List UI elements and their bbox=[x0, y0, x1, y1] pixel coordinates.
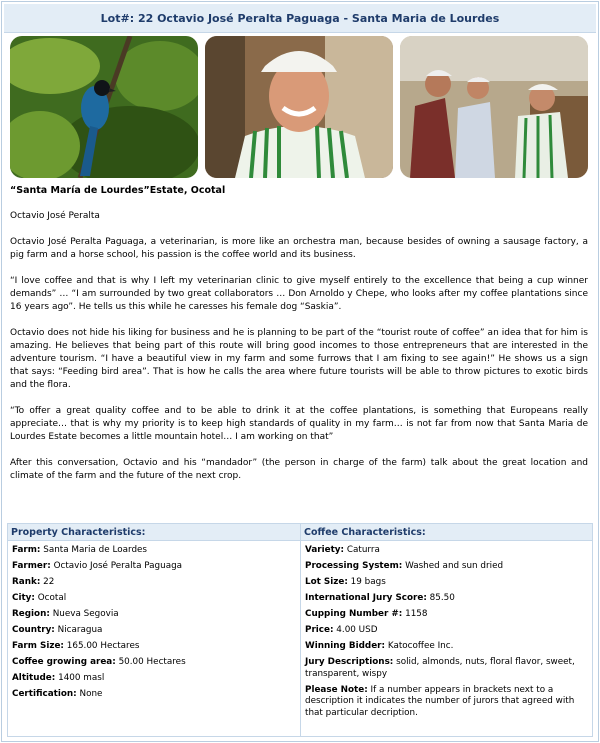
photo-strip bbox=[10, 36, 590, 178]
row-value: 1400 masl bbox=[58, 673, 105, 683]
row-label: Altitude: bbox=[12, 673, 56, 683]
coffee-row bbox=[305, 657, 588, 680]
coffee-row bbox=[305, 685, 588, 720]
row-value: 22 bbox=[43, 577, 55, 587]
property-row bbox=[12, 593, 296, 605]
coffee-row bbox=[305, 641, 588, 653]
article-paragraph: After this conversation, Octavio and his “mandador” (the person in charge of the farm) talk about the great location and climate of the farm and the future of the next crop. bbox=[10, 458, 588, 481]
property-heading: Property Characteristics: bbox=[8, 524, 300, 541]
row-label: Rank: bbox=[12, 577, 41, 587]
row-label: Farm: bbox=[12, 545, 41, 555]
property-row bbox=[12, 673, 296, 685]
farmer-portrait-photo bbox=[205, 36, 393, 178]
row-value: 85.50 bbox=[429, 593, 455, 603]
article-paragraph: “I love coffee and that is why I left my veterinarian clinic to give myself entirely to the excellence that being a cup winner demands” … “I am surrounded by two great collaborators … Don Arnoldo y Chepe, who looks after my coffee plantations since 16 years ago”. He tells us this while he caresses his female dog “Saskia”. bbox=[10, 276, 588, 312]
article-byline: Octavio José Peralta bbox=[10, 211, 100, 221]
row-value: 1158 bbox=[405, 609, 428, 619]
article-paragraph: Octavio does not hide his liking for business and he is planning to be part of the “tourist route of coffee” an idea that for him is amazing. He believes that being part of this route will bring good incomes to those entrepreneurs that are interested in the adventure tourism. “I have a beautiful view in my farm and some furrows that I am fixing to see again!” He shows us a sign that says: “Feeding bird area”. That is how he calls the area where future tourists will be able to throw pictures to exotic birds and the flora. bbox=[10, 328, 588, 390]
property-row bbox=[12, 689, 296, 701]
row-value: 165.00 Hectares bbox=[66, 641, 140, 651]
row-value: Katocoffee Inc. bbox=[387, 641, 454, 651]
title-bar bbox=[4, 4, 596, 33]
article-heading: “Santa María de Lourdes”Estate, Ocotal bbox=[10, 185, 226, 196]
property-row bbox=[12, 577, 296, 589]
row-value: Nueva Segovia bbox=[52, 609, 119, 619]
property-row bbox=[12, 561, 296, 573]
row-label: Farmer: bbox=[12, 561, 51, 571]
bird-photo bbox=[10, 36, 198, 178]
row-value: 4.00 USD bbox=[336, 625, 378, 635]
row-value: Ocotal bbox=[37, 593, 67, 603]
coffee-heading: Coffee Characteristics: bbox=[301, 524, 592, 541]
row-label: Region: bbox=[12, 609, 50, 619]
coffee-row bbox=[305, 625, 588, 637]
property-row bbox=[12, 641, 296, 653]
row-value: Santa Maria de Loardes bbox=[43, 545, 148, 555]
property-row bbox=[12, 657, 296, 669]
property-row bbox=[12, 545, 296, 557]
article bbox=[10, 184, 588, 496]
row-value: Caturra bbox=[346, 545, 380, 555]
row-label: City: bbox=[12, 593, 35, 603]
row-value: 19 bags bbox=[350, 577, 386, 587]
article-paragraph: Octavio José Peralta Paguaga, a veterinarian, is more like an orchestra man, because besides of owning a sausage factory, a pig farm and a horse school, his passion is the coffee world and its business. bbox=[10, 237, 588, 260]
coffee-row bbox=[305, 545, 588, 557]
row-value: 50.00 Hectares bbox=[118, 657, 186, 667]
page-title: Lot#: 22 Octavio José Peralta Paguaga - Santa Maria de Lourdes bbox=[100, 11, 500, 25]
property-characteristics bbox=[8, 524, 300, 736]
row-label: Lot Size: bbox=[305, 577, 348, 587]
row-label: Jury Descriptions: bbox=[305, 657, 394, 667]
article-paragraph: “To offer a great quality coffee and to be able to drink it at the coffee plantations, is something that Europeans really appreciate… that is why my priority is to keep high standards of quality in my farm… is not far from now that Santa Maria de Lourdes Estate becomes a little mountain hotel… I am working on that” bbox=[10, 406, 588, 442]
coffee-row bbox=[305, 593, 588, 605]
coffee-characteristics bbox=[300, 524, 592, 736]
row-label: Farm Size: bbox=[12, 641, 64, 651]
characteristics-table bbox=[7, 523, 593, 737]
coffee-row bbox=[305, 609, 588, 621]
property-row bbox=[12, 609, 296, 621]
coffee-row bbox=[305, 561, 588, 573]
row-label: Coffee growing area: bbox=[12, 657, 116, 667]
row-value: Washed and sun dried bbox=[405, 561, 504, 571]
property-row bbox=[12, 625, 296, 637]
row-label: Country: bbox=[12, 625, 55, 635]
farmers-group-photo bbox=[400, 36, 588, 178]
row-value: Octavio José Peralta Paguaga bbox=[53, 561, 183, 571]
row-label: Variety: bbox=[305, 545, 345, 555]
row-label: Winning Bidder: bbox=[305, 641, 386, 651]
row-value: Nicaragua bbox=[57, 625, 103, 635]
row-label: International Jury Score: bbox=[305, 593, 427, 603]
row-label: Certification: bbox=[12, 689, 77, 699]
row-label: Processing System: bbox=[305, 561, 403, 571]
row-value: If a number appears in brackets next to a description it indicates the number of jurors that agreed with that particular decription. bbox=[305, 684, 575, 718]
row-value: solid, almonds, nuts, floral flavor, sweet, transparent, wispy bbox=[305, 657, 575, 679]
row-label: Price: bbox=[305, 625, 334, 635]
row-value: None bbox=[79, 689, 103, 699]
row-label: Please Note: bbox=[305, 684, 368, 695]
row-label: Cupping Number #: bbox=[305, 609, 403, 619]
coffee-row bbox=[305, 577, 588, 589]
